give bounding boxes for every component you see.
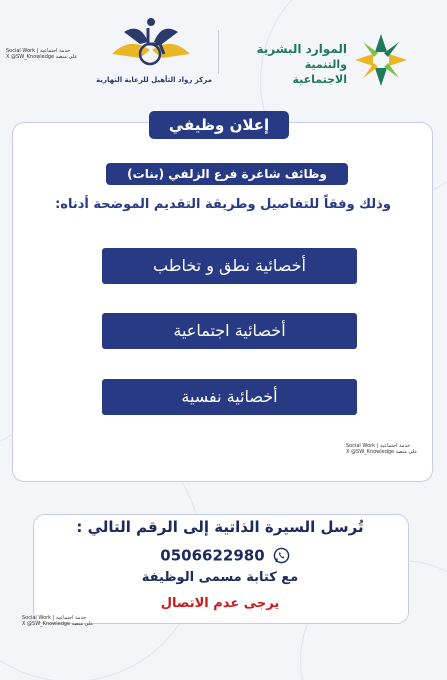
header bbox=[0, 0, 447, 100]
phone-number[interactable]: 0506622980 bbox=[160, 546, 265, 565]
job-speech-therapist: أخصائية نطق و تخاطب bbox=[102, 248, 357, 284]
rawad-center-caption: مركز رواد التأهيل للرعاية النهارية bbox=[96, 76, 212, 84]
announcement-title: إعلان وظيفي bbox=[149, 111, 289, 139]
hr-ministry-name: الموارد البشرية والتنمية الاجتماعية bbox=[256, 42, 347, 86]
instructions-text: وذلك وفقاً للتفاصيل وطريقة التقديم الموضحة أدناه: bbox=[55, 197, 391, 212]
job-title-note: مع كتابة مسمى الوظيفة bbox=[141, 570, 299, 585]
no-call-note: يرجى عدم الاتصال bbox=[160, 596, 280, 611]
watermark-card: Social Work | خدمة اجتماعية X @SW_Knowledge على منصة bbox=[346, 443, 418, 455]
phone-row bbox=[130, 545, 320, 565]
hr-ministry-logo bbox=[249, 28, 409, 88]
rawad-center-logo bbox=[96, 12, 216, 92]
wheelchair-logo-icon bbox=[110, 14, 192, 72]
ministry-star-icon bbox=[353, 32, 409, 88]
send-cv-text: تُرسل السيرة الذاتية إلى الرقم التالي : bbox=[76, 518, 364, 536]
watermark-header: Social Work | خدمة اجتماعية X @SW_Knowledge على منصة bbox=[6, 48, 78, 60]
header-divider bbox=[218, 30, 219, 74]
vacancies-subtitle: وظائف شاغرة فرع الزلفي (بنات) bbox=[106, 163, 348, 185]
job-psychologist: أخصائية نفسية bbox=[102, 379, 357, 415]
watermark-bottom: Social Work | خدمة اجتماعية X @SW_Knowledge على منصة bbox=[22, 615, 94, 627]
whatsapp-icon bbox=[273, 547, 290, 564]
job-social-worker: أخصائية اجتماعية bbox=[102, 313, 357, 349]
